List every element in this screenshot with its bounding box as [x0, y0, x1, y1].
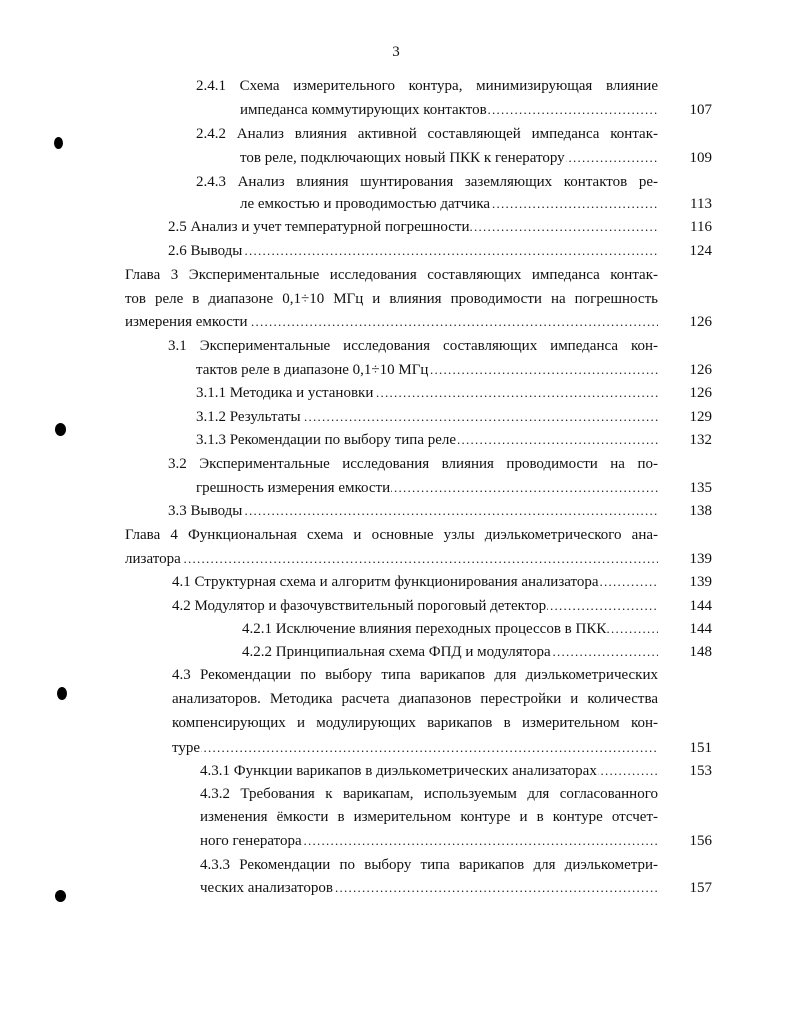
toc-page-2-6: 124 — [689, 243, 712, 259]
toc-entry-3-1-line1: 3.1 Экспериментальные исследования составляющих импеданса кон- — [168, 338, 658, 354]
toc-entry-4-3-line3: компенсирующих и модулирующих варикапов в измерительном кон- — [172, 715, 658, 731]
toc-entry-2-4-3-line2: ле емкостью и проводимостью датчика . . . — [240, 194, 658, 214]
toc-entry-3-1-3: 3.1.3 Рекомендации по выбору типа реле . . . — [196, 430, 658, 450]
toc-entry-3-2-line1: 3.2 Экспериментальные исследования влияния проводимости на по- — [168, 456, 658, 472]
toc-entry-2-4-2-line2: тов реле, подключающих новый ПКК к генератору . . . — [240, 148, 658, 168]
scan-artifact-mark — [55, 423, 66, 436]
toc-page-2-4-1: 107 — [689, 102, 712, 118]
toc-entry-2-4-3-line1: 2.4.3 Анализ влияния шунтирования заземляющих контактов ре- — [196, 174, 658, 190]
toc-chapter-3-line3: измерения емкости . . . — [125, 312, 658, 332]
toc-entry-2-4-1-line1: 2.4.1 Схема измерительного контура, минимизирующая влияние — [196, 78, 658, 94]
toc-chapter-4-line2: лизатора . . . — [125, 549, 658, 569]
toc-page-4-3-2: 156 — [689, 833, 712, 849]
toc-page-3-1: 126 — [689, 362, 712, 378]
scan-artifact-mark — [57, 687, 67, 700]
toc-entry-4-3-line4: туре . . . — [172, 738, 658, 758]
toc-entry-3-2-line2: грешность измерения емкости . . . — [196, 478, 658, 498]
toc-page-3-1-2: 129 — [689, 409, 712, 425]
toc-entry-4-3-line1: 4.3 Рекомендации по выбору типа варикапов для диэлькометрических — [172, 667, 658, 683]
toc-entry-3-3: 3.3 Выводы . . . — [168, 501, 658, 521]
toc-entry-2-4-1-line2: импеданса коммутирующих контактов . . . — [240, 100, 658, 120]
toc-entry-4-2: 4.2 Модулятор и фазочувствительный пороговый детектор . . . — [172, 596, 658, 616]
toc-page-3-2: 135 — [689, 480, 712, 496]
scan-artifact-mark — [55, 890, 66, 902]
toc-entry-4-3-1: 4.3.1 Функции варикапов в диэлькометрических анализаторах . . . — [200, 761, 658, 781]
toc-page-4-2-2: 148 — [689, 644, 712, 660]
toc-entry-3-1-2: 3.1.2 Результаты . . . — [196, 407, 658, 427]
toc-entry-4-2-2: 4.2.2 Принципиальная схема ФПД и модулятора . . . — [242, 642, 658, 662]
scan-artifact-mark — [54, 137, 63, 149]
toc-entry-4-3-2-line1: 4.3.2 Требования к варикапам, используемым для согласованного — [200, 786, 658, 802]
toc-page-3-3: 138 — [689, 503, 712, 519]
toc-page-chapter-3: 126 — [689, 314, 712, 330]
toc-page-3-1-1: 126 — [689, 385, 712, 401]
toc-entry-2-5: 2.5 Анализ и учет температурной погрешности . . . — [168, 217, 658, 237]
toc-entry-4-2-1: 4.2.1 Исключение влияния переходных процессов в ПКК . . . — [242, 619, 658, 639]
toc-page-4-2-1: 144 — [689, 621, 712, 637]
toc-entry-4-1: 4.1 Структурная схема и алгоритм функционирования анализатора . . . — [172, 572, 658, 592]
toc-entry-4-3-2-line2: изменения ёмкости в измерительном контуре и в контуре отсчет- — [200, 809, 658, 825]
toc-page-4-3-1: 153 — [689, 763, 712, 779]
toc-page-2-4-2: 109 — [689, 150, 712, 166]
toc-page-4-1: 139 — [689, 574, 712, 590]
toc-entry-3-1-line2: тактов реле в диапазоне 0,1÷10 МГц . . . — [196, 360, 658, 380]
toc-entry-3-1-1: 3.1.1 Методика и установки . . . — [196, 383, 658, 403]
toc-page-3-1-3: 132 — [689, 432, 712, 448]
toc-page-4-2: 144 — [689, 598, 712, 614]
toc-chapter-3-line1: Глава 3 Экспериментальные исследования составляющих импеданса контак- — [125, 267, 658, 283]
toc-page-4-3: 151 — [689, 740, 712, 756]
page-number: 3 — [392, 44, 400, 60]
toc-page-4-3-3: 157 — [689, 880, 712, 896]
toc-entry-4-3-2-line3: ного генератора . . . — [200, 831, 658, 851]
toc-page-2-4-3: 113 — [690, 196, 712, 212]
toc-entry-4-3-3-line2: ческих анализаторов . . . — [200, 878, 658, 898]
toc-entry-2-6: 2.6 Выводы . . . — [168, 241, 658, 261]
toc-chapter-4-line1: Глава 4 Функциональная схема и основные узлы диэлькометрического ана- — [125, 527, 658, 543]
toc-page-chapter-4: 139 — [689, 551, 712, 567]
toc-entry-4-3-3-line1: 4.3.3 Рекомендации по выбору типа варикапов для диэлькометри- — [200, 857, 658, 873]
toc-entry-4-3-line2: анализаторов. Методика расчета диапазонов перестройки и количества — [172, 691, 658, 707]
toc-entry-2-4-2-line1: 2.4.2 Анализ влияния активной составляющей импеданса контак- — [196, 126, 658, 142]
toc-chapter-3-line2: тов реле в диапазоне 0,1÷10 МГц и влияния проводимости на погрешность — [125, 291, 658, 307]
toc-page-2-5: 116 — [690, 219, 712, 235]
